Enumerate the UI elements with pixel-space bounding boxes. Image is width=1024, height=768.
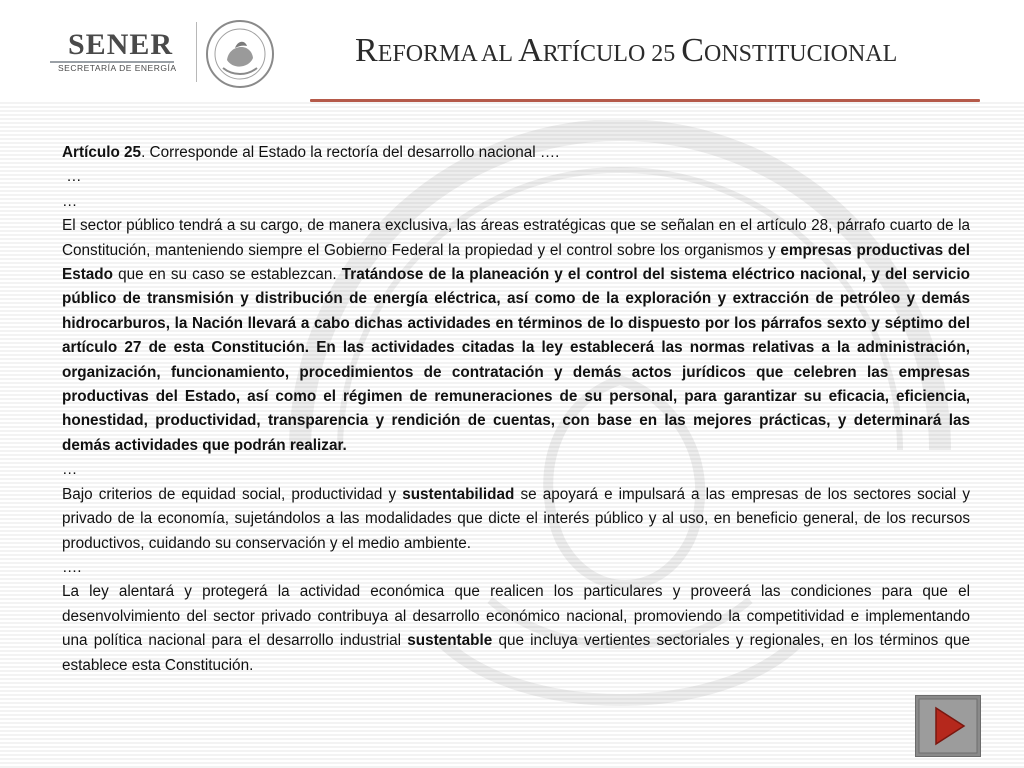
text-run: El sector público tendrá a su cargo, de manera exclusiva, las áreas estratégicas que se señalan en el artículo 28, párrafo cuarto de la Constitución, manteniendo siempre el Gobierno Federal la propiedad y el control sobre los organismos y — [62, 217, 970, 259]
paragraph-public-sector — [62, 214, 970, 458]
slide-title-part: EFORMA AL — [377, 41, 519, 67]
next-slide-button[interactable] — [915, 695, 981, 757]
slide-title-part: A — [518, 32, 543, 69]
article-lead — [62, 141, 970, 165]
slide-header — [0, 0, 1024, 100]
sener-logo-name: SENER — [68, 28, 174, 61]
text-run: La ley alentará y protegerá la actividad económica que realicen los particulares y proveerá las condiciones para que el desenvolvimiento del sector privado contribuya al desarrollo económico nacional, promoviendo la competitividad e implementando una política nacional para el desarrollo industrial — [62, 583, 970, 650]
bold-run: sustentable — [407, 632, 493, 650]
ellipsis-line: … — [62, 461, 78, 479]
text-run: Bajo criterios de equidad social, productividad y — [62, 485, 403, 503]
play-triangle-icon — [916, 696, 980, 756]
article-text — [62, 141, 970, 678]
text-run: que incluya vertientes sectoriales y regionales, en los términos que establece esta Constitución. — [62, 632, 970, 674]
ellipsis-line: … — [62, 168, 82, 186]
bold-run: sustentabilidad — [402, 485, 515, 503]
article-lead-rest: . Corresponde al Estado la rectoría del desarrollo nacional …. — [141, 144, 560, 161]
article-lead-bold: Artículo 25 — [62, 144, 142, 161]
mexico-seal-icon — [205, 18, 275, 90]
slide-title-part: C — [681, 32, 704, 69]
sener-logo — [48, 28, 188, 84]
text-run: que en su caso se establezcan. — [113, 266, 342, 284]
slide-title-part: ONSTITUCIONAL — [703, 41, 898, 67]
sener-logo-subtitle: SECRETARÍA DE ENERGÍA — [58, 63, 177, 73]
logo-divider — [196, 22, 197, 82]
paragraph-social-equity — [62, 483, 970, 556]
ellipsis-line: …. — [62, 558, 82, 576]
slide-title-part: RTÍCULO 25 — [542, 41, 682, 67]
slide-title-part: R — [355, 32, 378, 69]
text-run: se apoyará e impulsará a las empresas de los sectores social y privado de la economía, sujetándolos a las modalidades que dicte el interés público y al uso, en beneficio general, de los recursos productivos, cuidando su conservación y el medio ambiente. — [62, 485, 970, 552]
title-underline — [310, 99, 980, 102]
ellipsis-line: … — [62, 192, 78, 210]
bold-run: Tratándose de la planeación y el control del sistema eléctrico nacional, y del servicio público de transmisión y distribución de energía eléctrica, así como de la exploración y extracción de petróleo y demás hidrocarburos, la Nación llevará a cabo dichas actividades en términos de lo dispuesto por los párrafos sexto y séptimo del artículo 27 de esta Constitución. En las actividades citadas la ley establecerá las normas relativas a la administración, organización, funcionamiento, procedimientos de contratación y demás actos jurídicos que celebren las empresas productivas del Estado, así como el régimen de remuneraciones de su personal, para garantizar su eficacia, eficiencia, honestidad, productividad, transparencia y rendición de cuentas, con base en las mejores prácticas, y determinará las demás actividades que podrán realizar. — [62, 266, 970, 454]
slide-title — [355, 32, 995, 70]
bold-run: empresas productivas del Estado — [62, 241, 970, 284]
paragraph-private-sector — [62, 580, 970, 678]
